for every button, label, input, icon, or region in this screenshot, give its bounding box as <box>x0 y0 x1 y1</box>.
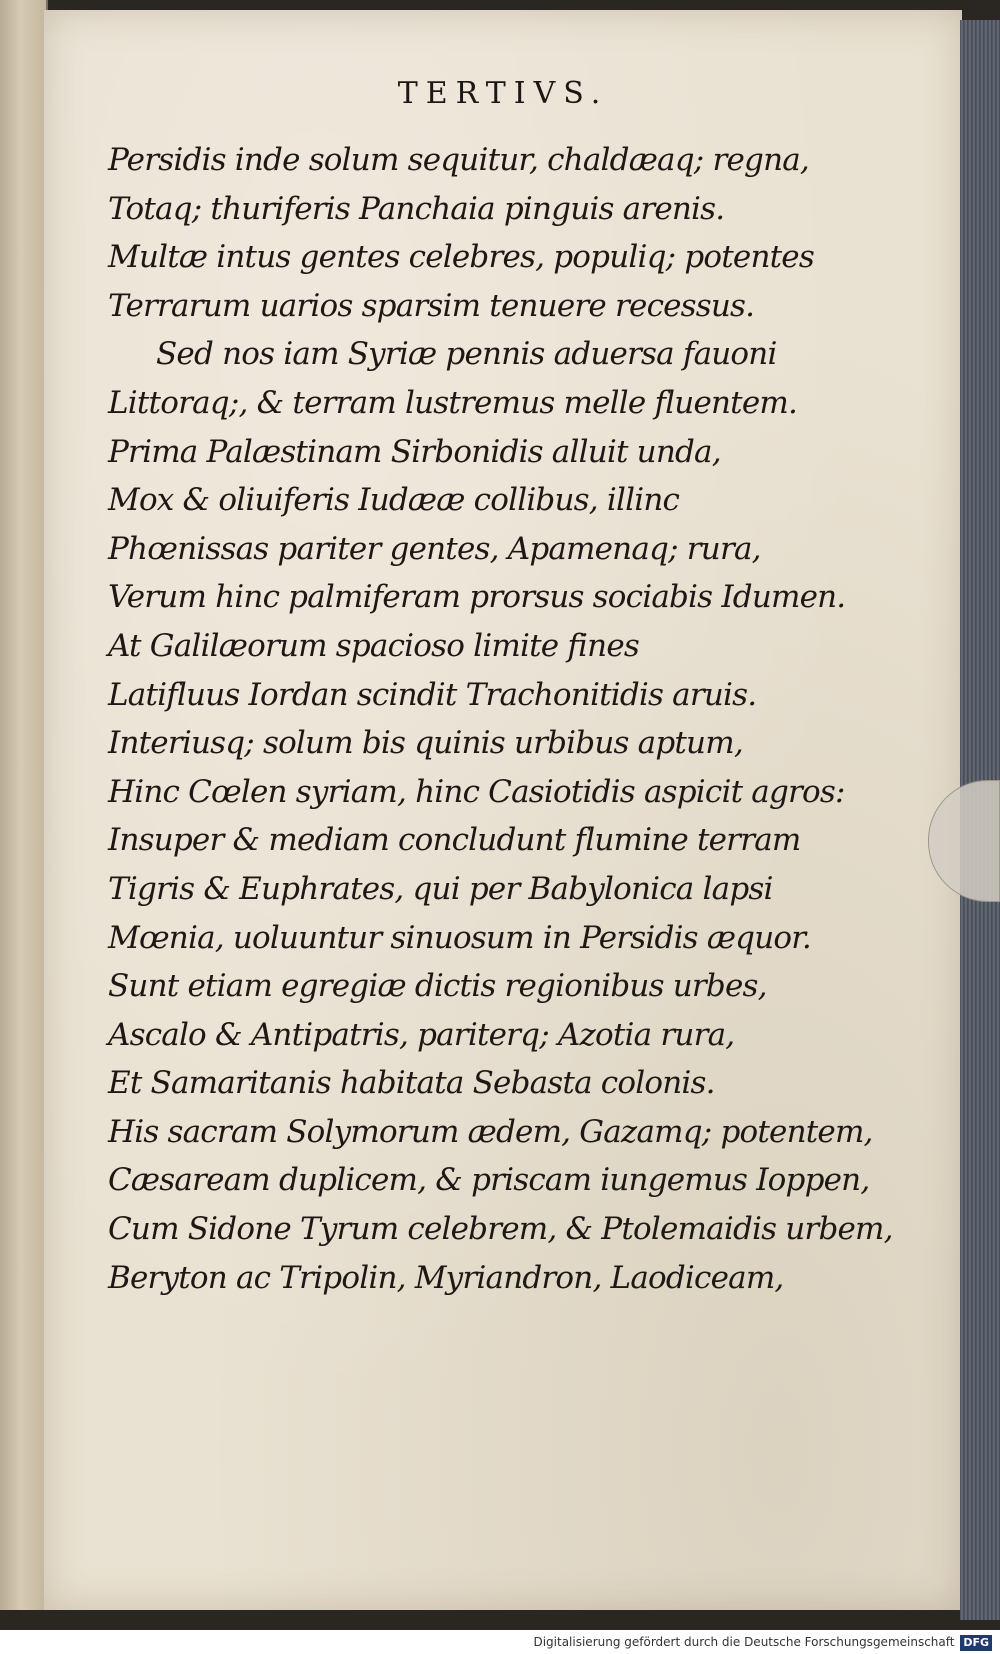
verse-line: Multæ intus gentes celebres, populiq; potentes <box>108 239 814 276</box>
verse-line: Ascalo & Antipatris, pariterq; Azotia rura, <box>108 1016 735 1053</box>
verse-line: Cum Sidone Tyrum celebrem, & Ptolemaidis urbem, <box>108 1211 893 1248</box>
verse-line: Mœnia, uoluuntur sinuosum in Persidis æquor. <box>108 919 811 956</box>
verse-line: Insuper & mediam concludunt flumine terram <box>108 822 801 859</box>
verse-line: Hinc Cœlen syriam, hinc Casiotidis aspicit agros: <box>108 773 845 810</box>
verse-line: Latifluus Iordan scindit Trachonitidis aruis. <box>108 676 757 713</box>
verse-line: Sunt etiam egregiæ dictis regionibus urbes, <box>108 968 767 1005</box>
verse-line: Sed nos iam Syriæ pennis aduersa fauoni <box>156 336 777 373</box>
verse-line: Terrarum uarios sparsim tenuere recessus. <box>108 287 755 324</box>
verse-line: Persidis inde solum sequitur, chaldæaq; regna, <box>108 142 809 178</box>
verse-line: Mox & oliuiferis Iudææ collibus, illinc <box>108 482 680 519</box>
verse-line: At Galilæorum spacioso limite fines <box>108 627 639 664</box>
verse-line: Cæsaream duplicem, & priscam iungemus Ioppen, <box>108 1162 870 1199</box>
dfg-logo: DFG <box>960 1635 992 1651</box>
verse-line: Prima Palæstinam Sirbonidis alluit unda, <box>108 433 721 470</box>
verse-line: Littoraq;, & terram lustremus melle fluentem. <box>108 384 798 421</box>
verse-line: Tigris & Euphrates, qui per Babylonica lapsi <box>108 870 773 907</box>
verse-line: Interiusq; solum bis quinis urbibus aptum, <box>108 725 743 762</box>
facing-page-edge <box>0 0 48 1610</box>
running-header: TERTIVS. <box>397 76 609 111</box>
verse-line: His sacram Solymorum ædem, Gazamq; potentem, <box>108 1113 873 1150</box>
book-page <box>44 10 962 1610</box>
verse-line: Phœnissas pariter gentes, Apamenaq; rura, <box>108 530 761 567</box>
verse-line: Beryton ac Tripolin, Myriandron, Laodiceam, <box>108 1259 784 1296</box>
verse-line: Verum hinc palmiferam prorsus sociabis Idumen. <box>108 579 846 616</box>
verse-line: Totaq; thuriferis Panchaia pinguis arenis. <box>108 190 725 227</box>
credit-text: Digitalisierung gefördert durch die Deutsche Forschungsgemeinschaft <box>533 1635 955 1649</box>
verse-line: Et Samaritanis habitata Sebasta colonis. <box>108 1065 715 1102</box>
digitization-credit <box>0 1630 1000 1654</box>
verse-text <box>108 136 893 1302</box>
